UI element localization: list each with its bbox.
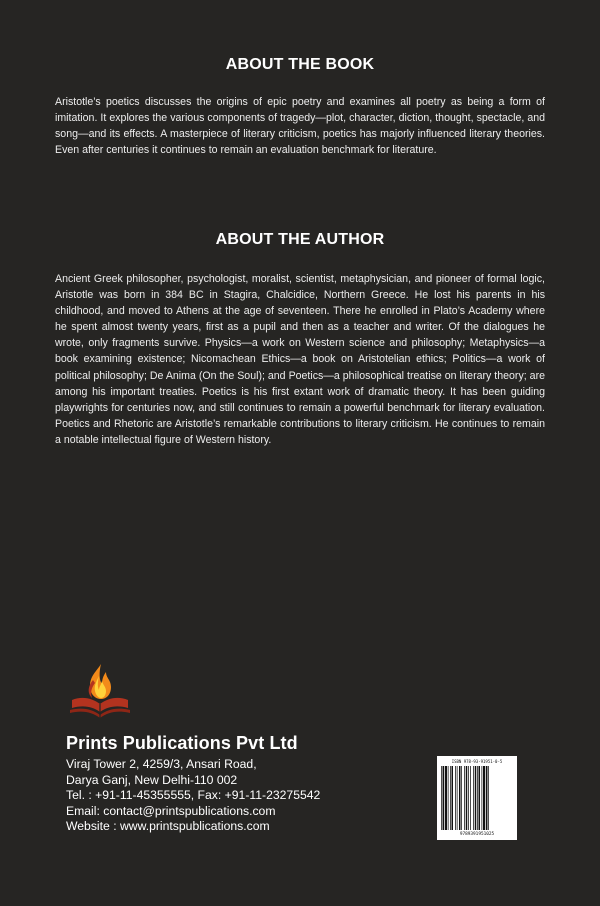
contact-website: Website : www.printspublications.com [66, 819, 270, 834]
publisher-address [66, 757, 386, 835]
about-author-heading: ABOUT THE AUTHOR [215, 231, 385, 248]
barcode-bar [470, 766, 471, 830]
about-book-text: Aristotle’s poetics discusses the origins of epic poetry and examines all poetry as being a form of imitation. It explores the various components of tragedy—plot, character, diction, thought, spectacle, and song—and its effects. A masterpiece of literary criticism, poetics has majorly influenced literary theories. Even after centuries it continues to remain an evaluation benchmark for literature. [55, 96, 545, 157]
publisher-name: Prints Publications Pvt Ltd [66, 733, 298, 753]
barcode-bar [459, 766, 461, 830]
about-book-heading: ABOUT THE BOOK [225, 56, 375, 73]
isbn-label: ISBN 978-93-91951-0-5 [451, 759, 503, 764]
barcode-bar [461, 766, 462, 830]
barcode-bar [448, 766, 449, 830]
barcode-bar [457, 766, 458, 830]
barcode-bar [486, 766, 488, 830]
barcode-bar [455, 766, 456, 830]
barcode-bar [450, 766, 451, 830]
barcode-bar [488, 766, 489, 830]
barcode-bar [473, 766, 474, 830]
address-line-1: Viraj Tower 2, 4259/3, Ansari Road, [66, 757, 257, 771]
contact-phone: Tel. : +91-11-45355555, Fax: +91-11-23275542 [66, 788, 321, 803]
barcode-bar [475, 766, 477, 830]
barcode-digits: 9789391951025 [459, 832, 495, 837]
barcode-bar [468, 766, 469, 830]
isbn-barcode [437, 756, 517, 840]
flame-on-open-book-icon [68, 662, 132, 722]
about-author-text: Ancient Greek philosopher, psychologist, moralist, scientist, metaphysician, and pioneer of formal logic, Aristotle was born in 384 BC in Stagira, Chalcidice, Northern Greece. He lost his parents in his childhood, and moved to Athens at the age of seventeen. There he enrolled in Plato’s Academy where he spent almost twenty years, first as a pupil and then as a teacher and writer. Of the dialogues he wrote, only fragments survive. Physics—a work on Western science and philosophy; Metaphysics—a book examining existence; Nicomachean Ethics—a book on Aristotelian ethics; Politics—a work of political philosophy; De Anima (On the Soul); and Poetics—a philosophical treatise on literary theory; are among his important treaties. Poetics is his first extant work of dramatic theory. It has been guiding playwrights for centuries now, and still continues to remain a powerful benchmark for literary evaluation. Poetics and Rhetoric are Aristotle’s remarkable contributions to literary criticism. He continues to remain a notable intellectual figure of Western history. [55, 273, 545, 446]
barcode-bar [452, 766, 454, 830]
barcode-bar [466, 766, 468, 830]
barcode-bar [482, 766, 483, 830]
barcode-bar [443, 766, 445, 830]
barcode-bar [441, 766, 442, 830]
barcode-bar [479, 766, 481, 830]
contact-email: Email: contact@printspublications.com [66, 803, 276, 818]
barcode-bar [477, 766, 478, 830]
barcode-bar [445, 766, 447, 830]
barcode-bar [464, 766, 465, 830]
barcode-bar [483, 766, 485, 830]
barcode-bars [441, 766, 513, 830]
address-line-2: Darya Ganj, New Delhi-110 002 [66, 772, 238, 787]
